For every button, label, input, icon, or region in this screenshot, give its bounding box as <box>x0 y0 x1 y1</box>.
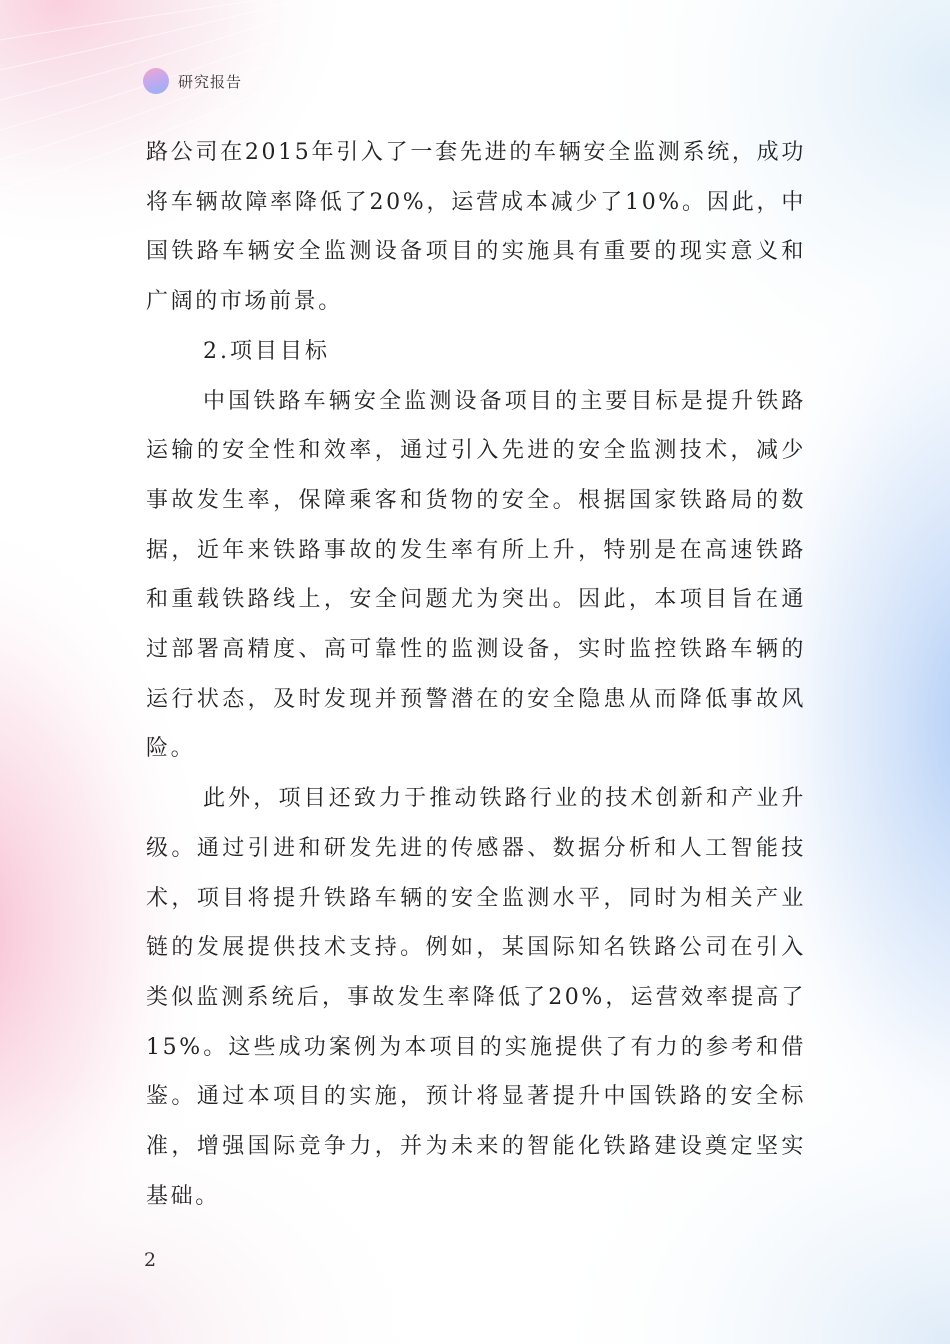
logo-icon <box>143 68 169 94</box>
document-body <box>146 128 806 1221</box>
section-heading: 2.项目目标 <box>203 338 330 364</box>
header-label: 研究报告 <box>178 72 243 91</box>
page-number: 2 <box>144 1249 157 1271</box>
paragraph-innovation: 此外，项目还致力于推动铁路行业的技术创新和产业升级。通过引进和研发先进的传感器、数据分析和人工智能技术，项目将提升铁路车辆的安全监测水平，同时为相关产业链的发展提供技术支持。例如，某国际知名铁路公司在引入类似监测系统后，事故发生率降低了20%，运营效率提高了15%。这些成功案例为本项目的实施提供了有力的参考和借鉴。通过本项目的实施，预计将显著提升中国铁路的安全标准，增强国际竞争力，并为未来的智能化铁路建设奠定坚实基础。 <box>146 786 806 1209</box>
paragraph-project-goal: 中国铁路车辆安全监测设备项目的主要目标是提升铁路运输的安全性和效率，通过引入先进的安全监测技术，减少事故发生率，保障乘客和货物的安全。根据国家铁路局的数据，近年来铁路事故的发生率有所上升，特别是在高速铁路和重载铁路线上，安全问题尤为突出。因此，本项目旨在通过部署高精度、高可靠性的监测设备，实时监控铁路车辆的运行状态，及时发现并预警潜在的安全隐患从而降低事故风险。 <box>146 388 806 762</box>
report-header <box>143 66 242 96</box>
paragraph-continued: 路公司在2015年引入了一套先进的车辆安全监测系统，成功将车辆故障率降低了20%，运营成本减少了10%。因此，中国铁路车辆安全监测设备项目的实施具有重要的现实意义和广阔的市场前景。 <box>146 140 806 315</box>
